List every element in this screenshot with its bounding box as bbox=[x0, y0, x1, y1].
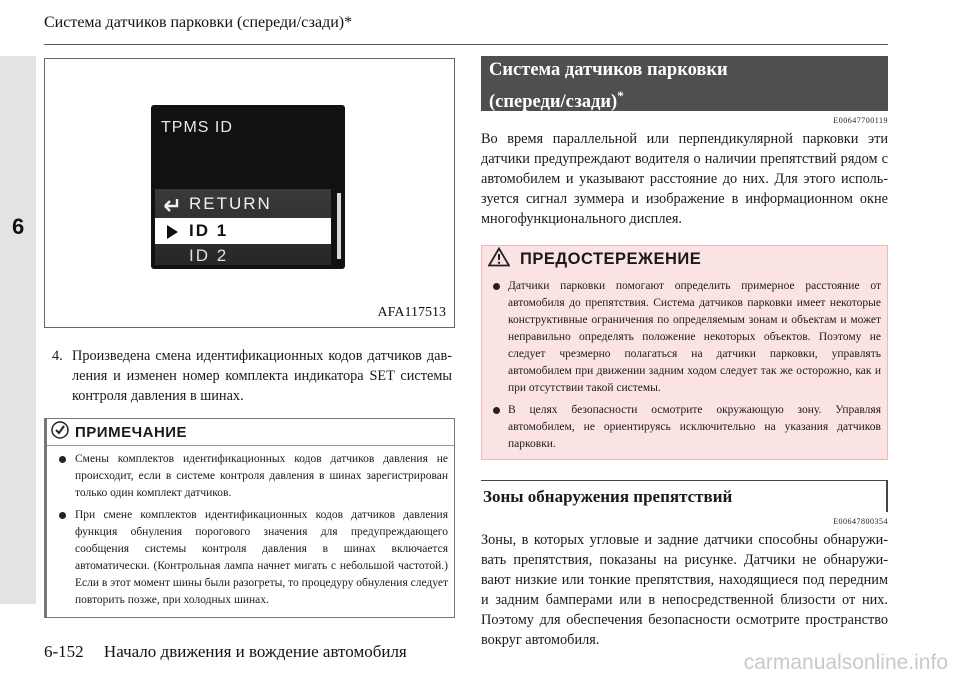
bullet-icon bbox=[59, 456, 66, 463]
tpms-display-figure bbox=[44, 58, 455, 328]
watermark: carmanualsonline.info bbox=[743, 651, 948, 674]
note-check-icon bbox=[51, 421, 69, 444]
play-triangle-icon bbox=[155, 218, 189, 244]
chapter-number: 6 bbox=[12, 214, 25, 239]
return-arrow-icon bbox=[155, 191, 189, 217]
note-item bbox=[47, 507, 454, 609]
lcd-menu-item-label: RETURN bbox=[189, 194, 272, 213]
bullet-icon bbox=[59, 512, 66, 519]
chapter-side-tab bbox=[0, 56, 36, 604]
warning-box bbox=[481, 245, 888, 460]
warning-item bbox=[482, 402, 887, 453]
subsection-title: Зоны обнаружения препятствий bbox=[481, 480, 888, 512]
footer-chapter-title: Начало движения и вождение автомобиля bbox=[103, 642, 407, 661]
note-item-text: При смене комплектов идентификационных кодов датчиков давления функция обнуления порогового значения для предупреждающего сообщения системы контроля давления в шинах включается автоматически. (Контрольная лампа начнет мигать с небольшой частотой.) Если в этот момент шины были разогреты, то процедуру обнуления следует повторить позже, при холодных шинах. bbox=[75, 509, 448, 606]
page-footer bbox=[44, 642, 407, 662]
warning-triangle-icon bbox=[488, 247, 510, 272]
lcd-menu-item-label: ID 2 bbox=[189, 246, 229, 265]
running-header: Система датчиков парковки (спереди/сзади)* bbox=[44, 14, 353, 31]
note-item-text: Смены комплектов идентификационных кодов датчиков давления не происходит, если в системе контроля давления в шинах зарегистрирован только один комплект датчиков. bbox=[75, 453, 448, 499]
warning-title: ПРЕДОСТЕРЕЖЕНИЕ bbox=[520, 250, 702, 268]
step-number: 4. bbox=[52, 348, 63, 364]
bullet-icon bbox=[493, 407, 500, 414]
page-number: 6-152 bbox=[44, 642, 84, 661]
step-4 bbox=[44, 346, 452, 406]
note-item bbox=[47, 451, 454, 502]
section-intro: Во время параллельной или перпендикулярной парковки эти датчики предупреждают водителя о наличии препятствий рядом с автомобилем и указывают расстояние до них. Для этого используется сигнал зуммера и изображение в информационном окне многофункционального дисплея. bbox=[481, 131, 888, 227]
lcd-screen-title: TPMS ID bbox=[161, 119, 233, 136]
lcd-screen bbox=[151, 105, 345, 269]
lcd-menu-item-label: ID 1 bbox=[189, 221, 229, 240]
header-rule bbox=[44, 44, 888, 45]
bullet-icon bbox=[493, 283, 500, 290]
step-text: Произведена смена идентификационных кодов датчиков давления и изменен номер комплекта индикатора SET системы контроля давления в шинах. bbox=[72, 348, 452, 404]
warning-header bbox=[482, 246, 887, 273]
lcd-scrollbar bbox=[337, 193, 341, 259]
lcd-menu-item-id1 bbox=[155, 218, 331, 244]
note-box bbox=[44, 418, 455, 618]
warning-item bbox=[482, 278, 887, 397]
note-title: ПРИМЕЧАНИЕ bbox=[75, 423, 188, 441]
warning-item-text: В целях безопасности осмотрите окружающую зону. Управляя автомобилем, не ориентируясь исключительно на указания датчиков парковки. bbox=[508, 404, 881, 450]
lcd-menu-item-return bbox=[155, 191, 331, 217]
figure-code: AFA117513 bbox=[377, 305, 446, 320]
note-header bbox=[47, 419, 454, 446]
section-title: Система датчиков парковки (спереди/сзади)* bbox=[481, 56, 888, 111]
subsection-text: Зоны, в которых угловые и задние датчики способны обнаруживать препятствия, показаны на рисунке. Датчики не обнаруживают низкие или тонкие препятствия, находящиеся под передним и задним бамперами или в непосредственной близости от них. Поэтому для обеспечения безопасности осмотрите пространство вокруг автомобиля. bbox=[481, 532, 888, 648]
subsection-code: E00647800354 bbox=[833, 517, 888, 526]
lcd-menu-list bbox=[155, 189, 331, 265]
right-column bbox=[481, 56, 888, 650]
warning-item-text: Датчики парковки помогают определить примерное расстояние от автомобиля до препятствия. Система датчиков парковки имеет некоторые конструктивные ограничения по определяемым зонам и объектам и может неправильно определять положение некоторых объектов. Поэтому не следует чрезмерно полагаться на датчики парковки, управлять автомобилем при движении задним ходом следует так же осторожно, как и при отсутствии такой системы. bbox=[508, 280, 881, 394]
section-code: E00647700119 bbox=[833, 116, 888, 125]
lcd-menu-item-id2 bbox=[155, 243, 331, 269]
left-column bbox=[44, 58, 455, 618]
